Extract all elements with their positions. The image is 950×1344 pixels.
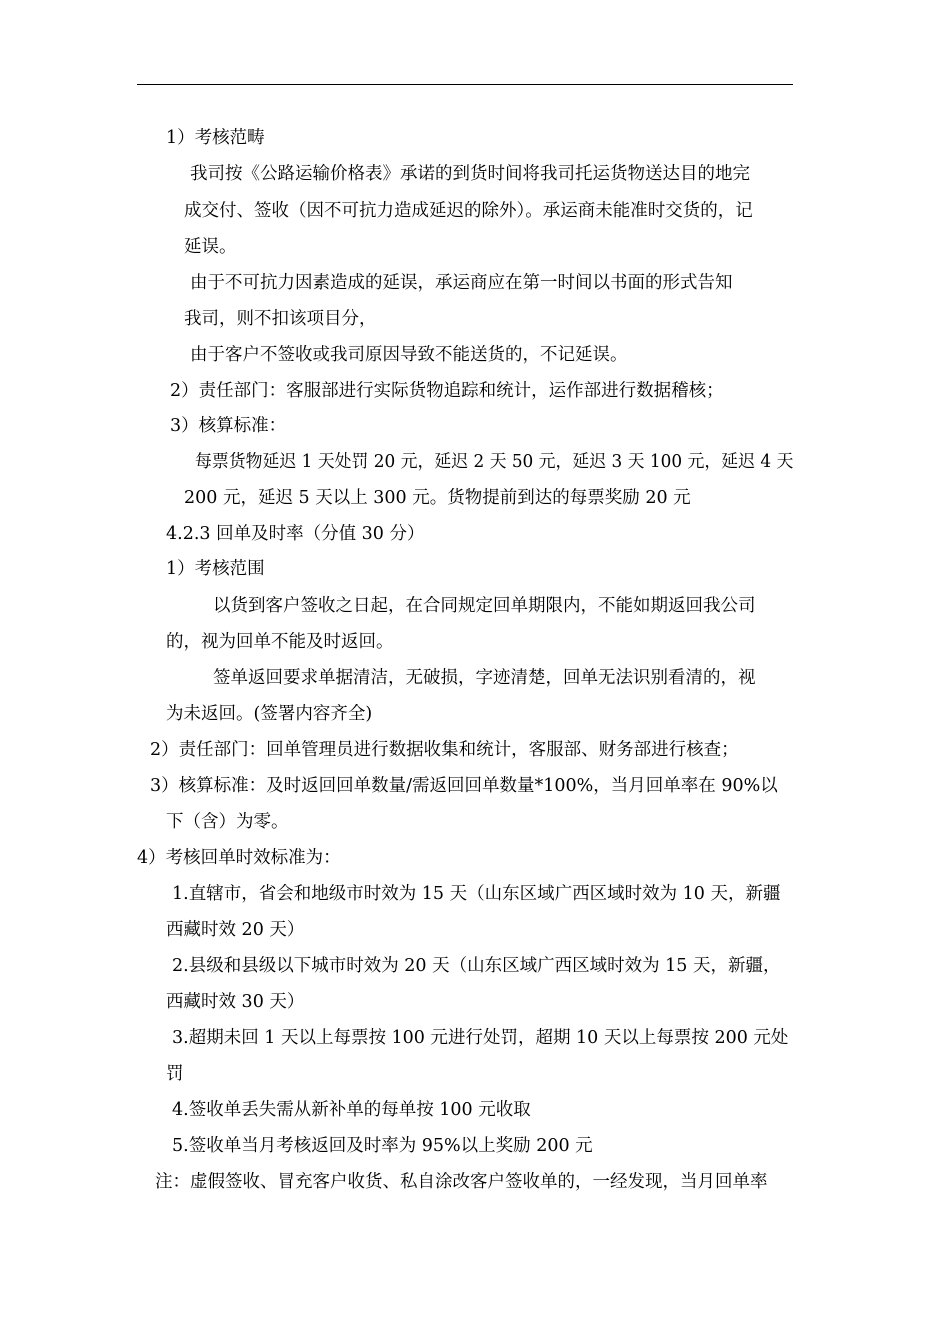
- text-line: 200 元，延迟 5 天以上 300 元。货物提前到达的每票奖励 20 元: [184, 488, 691, 508]
- text-line: 2）责任部门：回单管理员进行数据收集和统计，客服部、财务部进行核查；: [150, 740, 739, 760]
- text-line: 每票货物延迟 1 天处罚 20 元，延迟 2 天 50 元，延迟 3 天 100 元，延迟 4 天: [195, 452, 794, 472]
- header-rule: [137, 84, 793, 85]
- text-line: 的，视为回单不能及时返回。: [166, 632, 394, 652]
- text-line: 以货到客户签收之日起，在合同规定回单期限内，不能如期返回我公司: [213, 596, 756, 616]
- text-line: 西藏时效 20 天）: [166, 920, 305, 940]
- text-line: 1）考核范围: [166, 559, 265, 579]
- text-line: 下（含）为零。: [166, 812, 289, 832]
- text-line: 为未返回。(签署内容齐全): [166, 704, 373, 724]
- text-line: 注：虚假签收、冒充客户收货、私自涂改客户签收单的，一经发现，当月回单率: [155, 1172, 768, 1192]
- text-line: 3）核算标准：: [170, 416, 287, 436]
- text-line: 延误。: [184, 237, 237, 257]
- text-line: 我司按《公路运输价格表》承诺的到货时间将我司托运货物送达目的地完: [190, 164, 750, 184]
- text-line: 3）核算标准：及时返回回单数量/需返回回单数量*100%，当月回单率在 90%以: [150, 776, 778, 796]
- text-line: 成交付、签收（因不可抗力造成延迟的除外）。承运商未能准时交货的，记: [184, 201, 753, 221]
- text-line: 4.签收单丢失需从新补单的每单按 100 元收取: [172, 1100, 531, 1120]
- text-line: 3.超期未回 1 天以上每票按 100 元进行处罚，超期 10 天以上每票按 200 元处: [172, 1028, 789, 1048]
- text-line: 罚: [166, 1064, 184, 1084]
- text-line: 由于不可抗力因素造成的延误，承运商应在第一时间以书面的形式告知: [190, 273, 733, 293]
- section-heading: 4.2.3 回单及时率（分值 30 分）: [166, 524, 425, 544]
- text-line: 由于客户不签收或我司原因导致不能送货的，不记延误。: [190, 345, 628, 365]
- text-line: 2）责任部门：客服部进行实际货物追踪和统计，运作部进行数据稽核；: [170, 381, 724, 401]
- text-line: 4）考核回单时效标准为：: [137, 848, 341, 868]
- text-line: 1.直辖市，省会和地级市时效为 15 天（山东区域广西区域时效为 10 天，新疆: [172, 884, 781, 904]
- text-line: 我司，则不扣该项目分，: [184, 309, 377, 329]
- text-line: 2.县级和县级以下城市时效为 20 天（山东区域广西区域时效为 15 天，新疆，: [172, 956, 781, 976]
- text-line: 5.签收单当月考核返回及时率为 95%以上奖励 200 元: [172, 1136, 593, 1156]
- text-line: 西藏时效 30 天）: [166, 992, 305, 1012]
- text-line: 签单返回要求单据清洁，无破损，字迹清楚，回单无法识别看清的，视: [213, 668, 756, 688]
- text-line: 1）考核范畴: [166, 128, 265, 148]
